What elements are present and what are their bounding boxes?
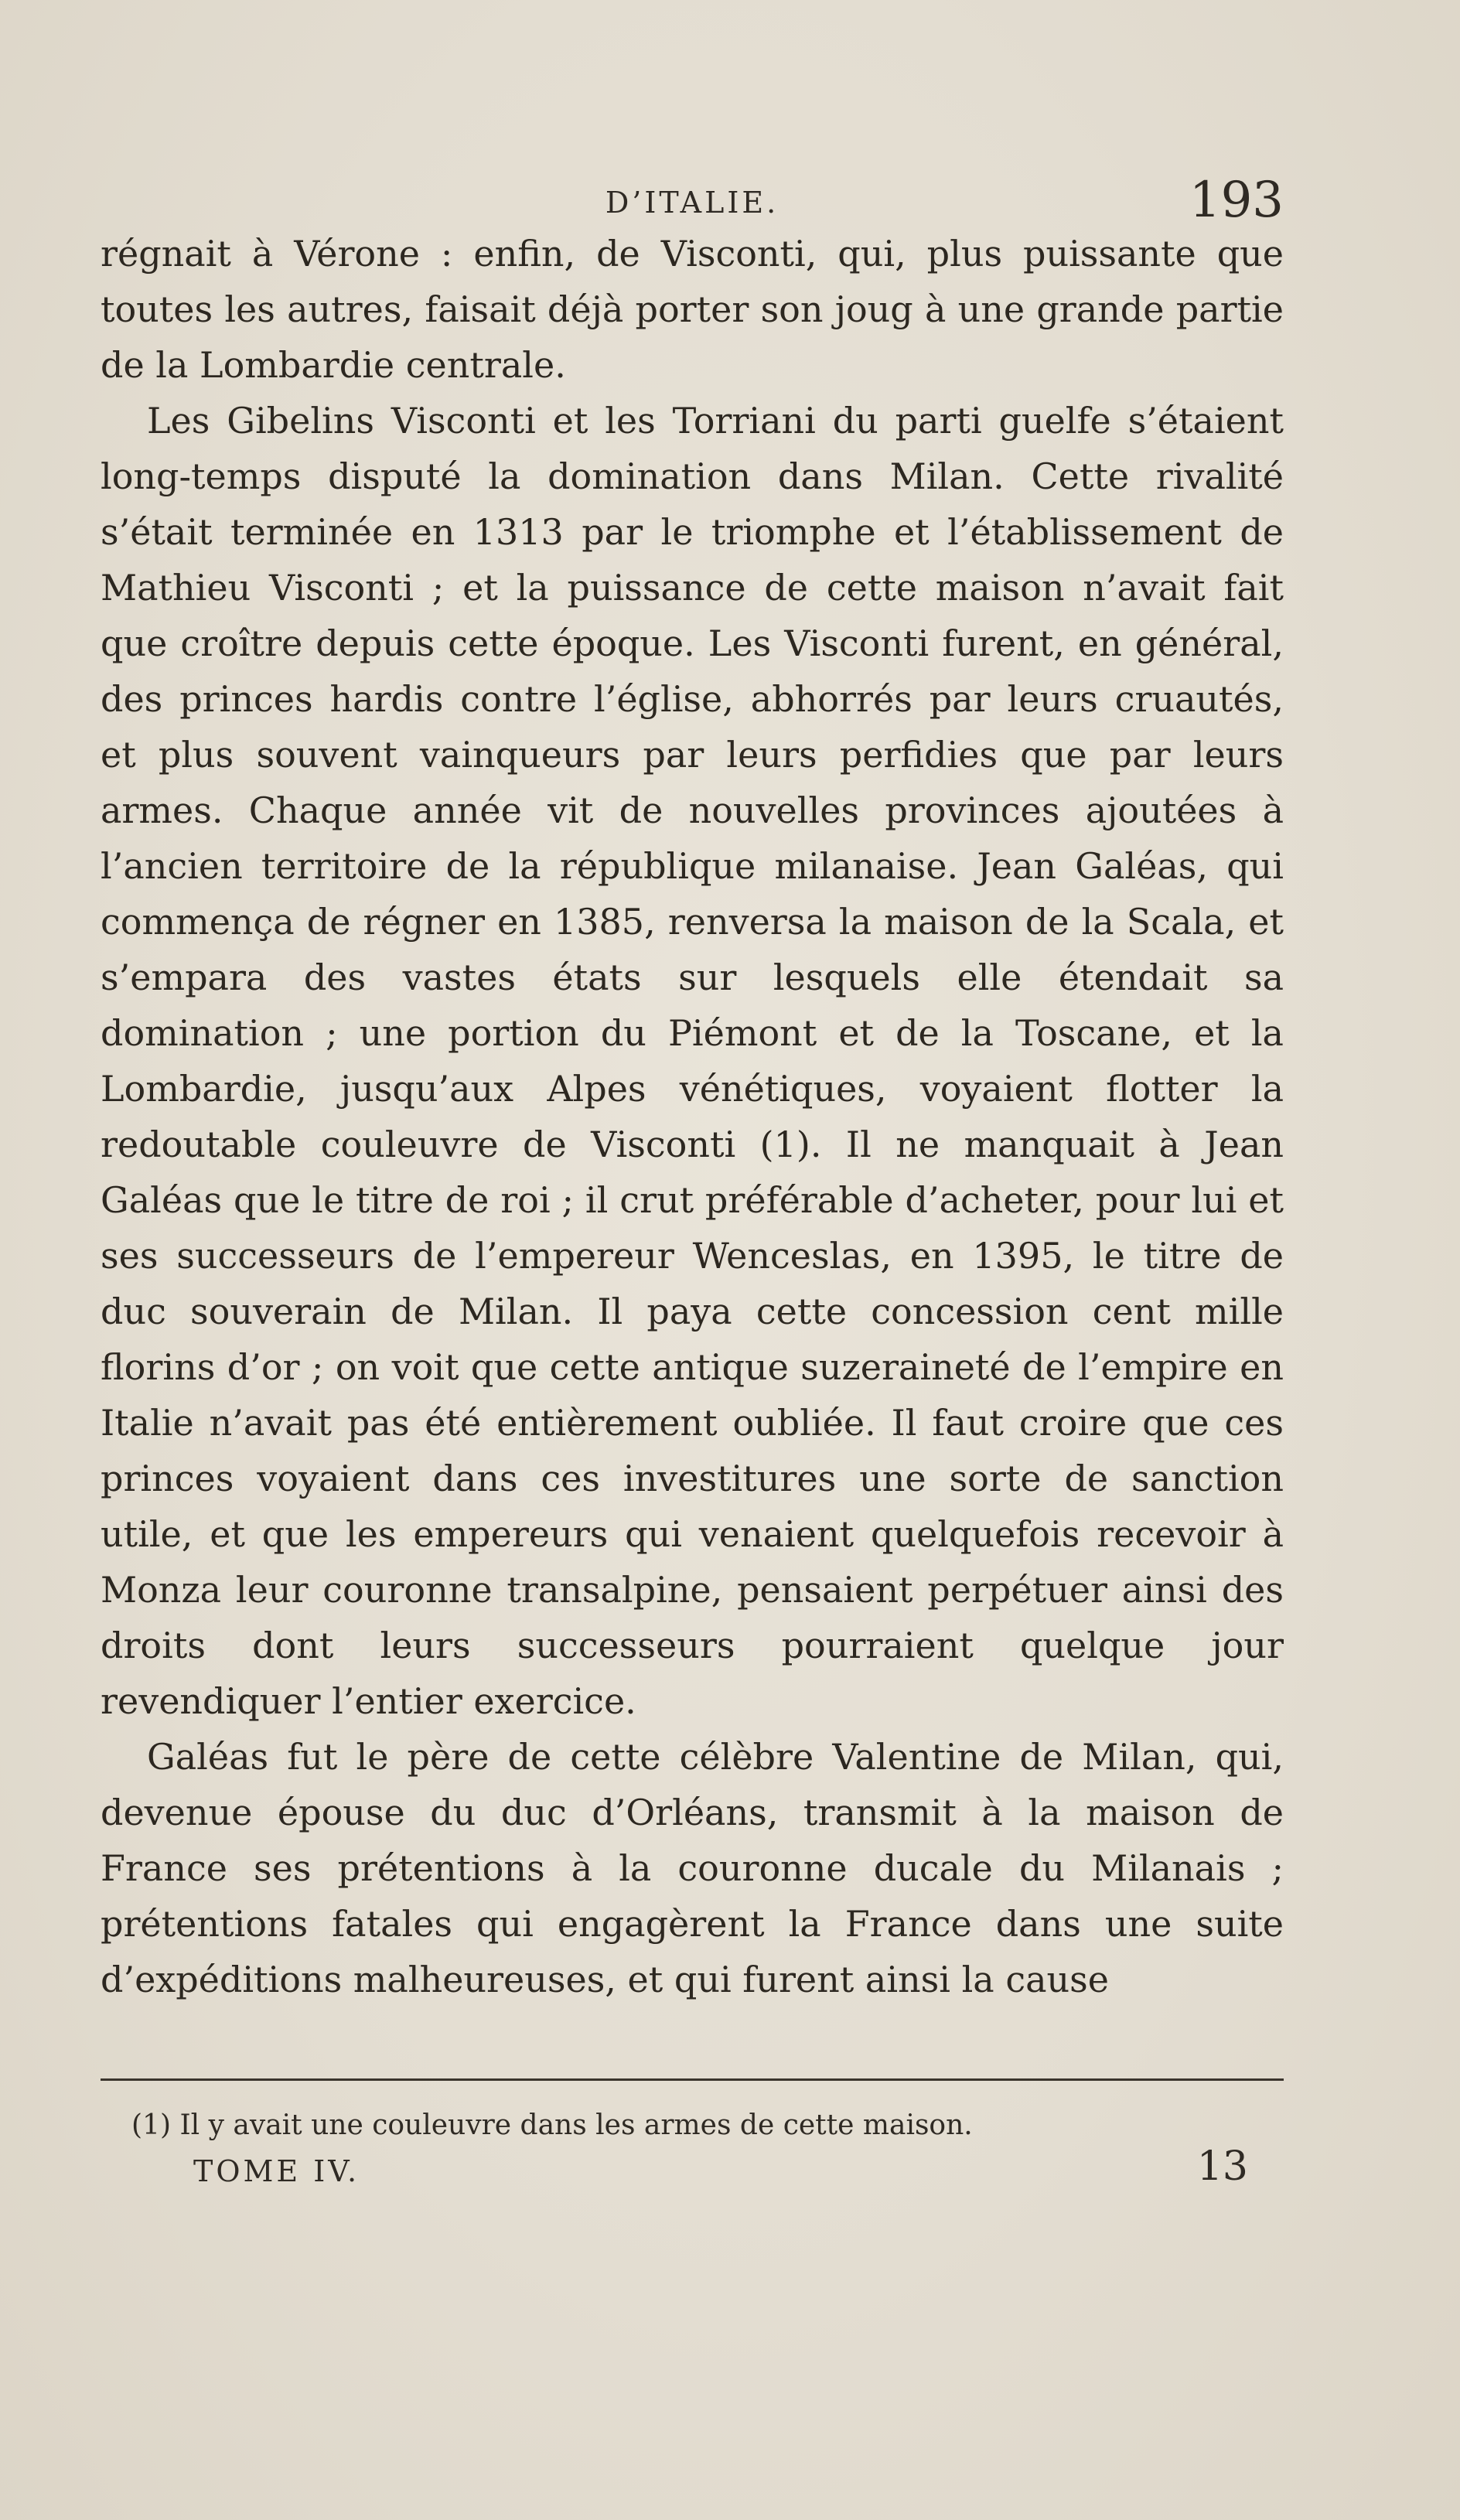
main-text <box>101 226 1284 2007</box>
paragraph-2: Les Gibelins Visconti et les Torriani du parti guelfe s’étaient long-temps disputé la domination dans Milan. Cette rivalité s’était terminée en 1313 par le triomphe et l’établissement de Mathieu Visconti ; et la puissance de cette maison n’avait fait que croître depuis cette époque. Les Visconti furent, en général, des princes hardis contre l’église, abhorrés par leurs cruautés, et plus souvent vainqueurs par leurs perfidies que par leurs armes. Chaque année vit de nouvelles provinces ajoutées à l’ancien territoire de la république milanaise. Jean Galéas, qui commença de régner en 1385, renversa la maison de la Scala, et s’empara des vastes états sur lesquels elle étendait sa domination ; une portion du Piémont et de la Toscane, et la Lombardie, jusqu’aux Alpes vénétiques, voyaient flotter la redoutable couleuvre de Visconti (1). Il ne manquait à Jean Galéas que le titre de roi ; il crut préférable d’acheter, pour lui et ses successeurs de l’empereur Wenceslas, en 1395, le titre de duc souverain de Milan. Il paya cette concession cent mille florins d’or ; on voit que cette antique suzeraineté de l’empire en Italie n’avait pas été entièrement oubliée. Il faut croire que ces princes voyaient dans ces investitures une sorte de sanction utile, et que les empereurs qui venaient quelquefois recevoir à Monza leur couronne transalpine, pensaient perpétuer ainsi des droits dont leurs successeurs pourraient quelque jour revendiquer l’entier exercice. <box>101 400 1284 1722</box>
signature-number: 13 <box>1196 2143 1248 2190</box>
paragraph-1: régnait à Vérone : enfin, de Visconti, qui, plus puissante que toutes les autres, faisait déjà porter son joug à une grande partie de la Lombardie centrale. <box>101 233 1284 386</box>
signature-mark: TOME IV. <box>193 2154 360 2188</box>
running-title: D’ITALIE. <box>605 186 779 220</box>
page-number: 193 <box>1189 172 1284 229</box>
paragraph-3: Galéas fut le père de cette célèbre Valentine de Milan, qui, devenue épouse du duc d’Orléans, transmit à la maison de France ses prétentions à la couronne ducale du Milanais ; prétentions fatales qui engagèrent la France dans une suite d’expéditions malheureuses, et qui furent ainsi la cause <box>101 1736 1284 2000</box>
running-head <box>101 172 1284 229</box>
footnote: (1) Il y avait une couleuvre dans les armes de cette maison. <box>131 2109 973 2141</box>
footnote-rule <box>101 2078 1284 2081</box>
